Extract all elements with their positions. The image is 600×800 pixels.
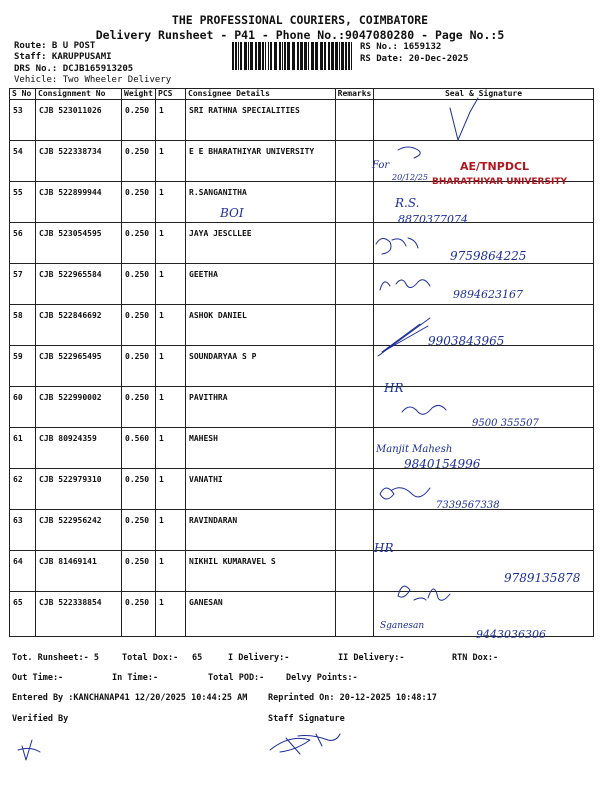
signature-cell (374, 223, 594, 264)
remarks-cell (336, 264, 374, 305)
pcs-cell: 1 (156, 100, 186, 141)
sno-cell: 60 (10, 387, 36, 428)
consignee-cell: JAYA JESCLLEE (186, 223, 336, 264)
consignee-cell: SRI RATHNA SPECIALITIES (186, 100, 336, 141)
col-pcs: PCS (156, 89, 186, 100)
ii-delivery: II Delivery:- (338, 653, 405, 663)
total-dox-value: 65 (192, 653, 203, 663)
rs-number: RS No.: 1659132 (360, 42, 442, 52)
pcs-cell: 1 (156, 387, 186, 428)
in-time: In Time:- (112, 673, 159, 683)
consignment-cell: CJB 522338854 (36, 592, 122, 637)
pcs-cell: 1 (156, 305, 186, 346)
pcs-cell: 1 (156, 264, 186, 305)
weight-cell: 0.250 (122, 305, 156, 346)
weight-cell: 0.250 (122, 469, 156, 510)
remarks-cell (336, 223, 374, 264)
col-remarks: Remarks (336, 89, 374, 100)
consignee-cell: GANESAN (186, 592, 336, 637)
table-row (10, 264, 594, 305)
remarks-cell (336, 141, 374, 182)
tot-runsheet: Tot. Runsheet:- 5 (12, 653, 99, 663)
consignment-cell: CJB 522899944 (36, 182, 122, 223)
weight-cell: 0.250 (122, 510, 156, 551)
consignment-cell: CJB 522990002 (36, 387, 122, 428)
signature-cell (374, 510, 594, 551)
signature-cell (374, 182, 594, 223)
consignee-cell: E E BHARATHIYAR UNIVERSITY (186, 141, 336, 182)
phone-row-64: 9789135878 (504, 571, 581, 585)
rtn-dox: RTN Dox:- (452, 653, 499, 663)
remarks-cell (336, 182, 374, 223)
phone-row-58: 9903843965 (428, 334, 505, 348)
consignment-cell: CJB 80924359 (36, 428, 122, 469)
consignee-cell: GEETHA (186, 264, 336, 305)
pcs-cell: 1 (156, 551, 186, 592)
consignment-cell: CJB 522965584 (36, 264, 122, 305)
table-row (10, 592, 594, 637)
consignment-cell: CJB 522846692 (36, 305, 122, 346)
consignment-cell: CJB 81469141 (36, 551, 122, 592)
weight-cell: 0.250 (122, 592, 156, 637)
stamp-line-2: BHARATHIYAR UNIVERSITY (432, 177, 567, 187)
signature-cell (374, 264, 594, 305)
phone-row-65: 9443036306 (476, 628, 546, 641)
sno-cell: 65 (10, 592, 36, 637)
table-row (10, 100, 594, 141)
consignment-cell: CJB 522338734 (36, 141, 122, 182)
date-text-row-54: 20/12/25 (392, 173, 428, 182)
consignee-cell: RAVINDARAN (186, 510, 336, 551)
col-consignment: Consignment No (36, 89, 122, 100)
pcs-cell: 1 (156, 428, 186, 469)
table-row (10, 141, 594, 182)
entered-by: Entered By :KANCHANAP41 12/20/2025 10:44:25 AM (12, 693, 248, 703)
phone-row-56: 9759864225 (450, 249, 527, 263)
phone-row-55: 8870377074 (398, 213, 468, 226)
sno-cell: 54 (10, 141, 36, 182)
consignment-cell: CJB 522979310 (36, 469, 122, 510)
pcs-cell: 1 (156, 182, 186, 223)
total-dox-label: Total Dox:- (122, 653, 179, 663)
vehicle-text: Vehicle: Two Wheeler Delivery (14, 75, 172, 85)
pcs-cell: 1 (156, 141, 186, 182)
signature-cell (374, 305, 594, 346)
table-row (10, 305, 594, 346)
rs-date: RS Date: 20-Dec-2025 (360, 54, 469, 64)
verified-by-label: Verified By (12, 714, 69, 724)
weight-cell: 0.250 (122, 264, 156, 305)
sno-cell: 59 (10, 346, 36, 387)
remarks-cell (336, 428, 374, 469)
consignee-cell: PAVITHRA (186, 387, 336, 428)
signature-cell (374, 346, 594, 387)
name-row-65: Sganesan (380, 621, 425, 631)
phone-row-57: 9894623167 (453, 288, 523, 301)
col-consignee: Consignee Details (186, 89, 336, 100)
remarks-cell (336, 346, 374, 387)
signature-cell (374, 141, 594, 182)
col-weight: Weight (122, 89, 156, 100)
sno-cell: 55 (10, 182, 36, 223)
remarks-cell (336, 100, 374, 141)
consignee-cell: SOUNDARYAA S P (186, 346, 336, 387)
weight-cell: 0.250 (122, 182, 156, 223)
remarks-cell (336, 510, 374, 551)
consignment-cell: CJB 523011026 (36, 100, 122, 141)
weight-cell: 0.250 (122, 223, 156, 264)
total-pod: Total POD:- (208, 673, 265, 683)
consignee-cell: MAHESH (186, 428, 336, 469)
name-row-55: R.S. (395, 196, 420, 210)
consignee-cell: VANATHI (186, 469, 336, 510)
table-row (10, 346, 594, 387)
sno-cell: 58 (10, 305, 36, 346)
consignee-cell: ASHOK DANIEL (186, 305, 336, 346)
verified-signature (18, 740, 40, 760)
pcs-cell: 1 (156, 346, 186, 387)
table-row (10, 551, 594, 592)
consignee-cell: NIKHIL KUMARAVEL S (186, 551, 336, 592)
remarks-cell (336, 592, 374, 637)
table-row (10, 469, 594, 510)
company-title: THE PROFESSIONAL COURIERS, COIMBATORE (171, 13, 429, 27)
signature-cell (374, 387, 594, 428)
out-time: Out Time:- (12, 673, 64, 683)
consignment-cell: CJB 523054595 (36, 223, 122, 264)
weight-cell: 0.250 (122, 387, 156, 428)
runsheet-subtitle: Delivery Runsheet - P41 - Phone No.:9047080280 - Page No.:5 (95, 28, 505, 42)
route-text: Route: B U POST (14, 41, 96, 51)
drs-number: DRS No.: DCJB165913205 (14, 64, 134, 74)
signature-cell (374, 469, 594, 510)
table-row (10, 223, 594, 264)
pcs-cell: 1 (156, 510, 186, 551)
sno-cell: 57 (10, 264, 36, 305)
for-text: For (372, 160, 390, 171)
remarks-cell (336, 551, 374, 592)
initials-row-59: HR (384, 381, 404, 395)
weight-cell: 0.250 (122, 100, 156, 141)
footer-signatures (0, 720, 600, 800)
remarks-cell (336, 387, 374, 428)
pcs-cell: 1 (156, 469, 186, 510)
sno-cell: 62 (10, 469, 36, 510)
signature-cell (374, 592, 594, 637)
table-row (10, 510, 594, 551)
pcs-cell: 1 (156, 223, 186, 264)
sno-cell: 56 (10, 223, 36, 264)
delvy-points: Delvy Points:- (286, 673, 358, 683)
sno-cell: 64 (10, 551, 36, 592)
staff-signature-label: Staff Signature (268, 714, 345, 724)
sno-cell: 53 (10, 100, 36, 141)
phone-row-62: 7339567338 (436, 500, 500, 511)
col-sno: S No (10, 89, 36, 100)
remarks-cell (336, 469, 374, 510)
signature-cell (374, 551, 594, 592)
barcode (232, 42, 354, 70)
sno-cell: 63 (10, 510, 36, 551)
consignment-cell: CJB 522956242 (36, 510, 122, 551)
weight-cell: 0.560 (122, 428, 156, 469)
name-row-61: Manjit Mahesh (376, 444, 453, 455)
stamp-line-1: AE/TNPDCL (460, 160, 530, 173)
weight-cell: 0.250 (122, 551, 156, 592)
table-row (10, 182, 594, 223)
table-row (10, 387, 594, 428)
consignment-cell: CJB 522965495 (36, 346, 122, 387)
phone-row-61: 9840154996 (404, 457, 481, 471)
weight-cell: 0.250 (122, 346, 156, 387)
reprinted-on: Reprinted On: 20-12-2025 10:48:17 (268, 693, 437, 703)
runsheet-table (9, 88, 594, 637)
signature-cell (374, 100, 594, 141)
i-delivery: I Delivery:- (228, 653, 290, 663)
consignee-cell: R.SANGANITHA (186, 182, 336, 223)
staff-signature (270, 734, 340, 754)
col-signature: Seal & Signature (374, 89, 594, 100)
staff-text: Staff: KARUPPUSAMI (14, 52, 112, 62)
phone-row-60: 9500 355507 (472, 418, 539, 429)
initials-row-63: HR (374, 541, 394, 555)
weight-cell: 0.250 (122, 141, 156, 182)
table-header-row (10, 89, 594, 100)
remarks-cell (336, 305, 374, 346)
table-row (10, 428, 594, 469)
sno-cell: 61 (10, 428, 36, 469)
pcs-cell: 1 (156, 592, 186, 637)
remark-row-55: BOI (220, 206, 244, 220)
signature-cell (374, 428, 594, 469)
